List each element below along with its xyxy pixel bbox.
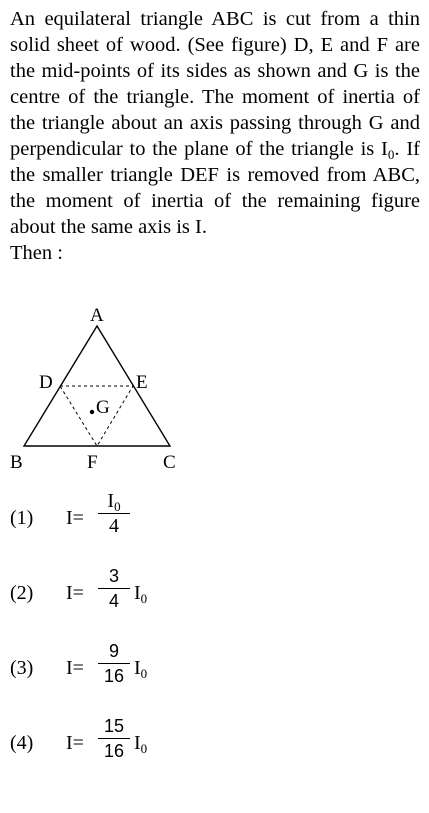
fraction-denominator: 16: [103, 666, 125, 686]
option-fraction: [98, 565, 130, 612]
fraction-bar: [98, 738, 130, 739]
option-fraction: [98, 490, 130, 537]
option-tail: $I_0$: [134, 657, 148, 681]
label-b: B: [10, 452, 23, 473]
option-lhs: I=: [66, 732, 84, 754]
label-a: A: [90, 305, 104, 326]
option-lhs: I=: [66, 507, 84, 529]
option-tail: $I_0$: [134, 582, 148, 606]
question-text: [10, 6, 420, 266]
option-lhs: I=: [66, 657, 84, 679]
fraction-bar: [98, 588, 130, 589]
option-3[interactable]: [10, 640, 310, 700]
option-4[interactable]: [10, 715, 310, 775]
option-number: (4): [10, 732, 34, 754]
option-tail: $I_0$: [134, 732, 148, 756]
label-g: G: [96, 397, 110, 418]
option-lhs: I=: [66, 582, 84, 604]
triangle-figure: [0, 300, 200, 480]
option-2[interactable]: [10, 565, 310, 625]
fraction-denominator: 16: [103, 741, 125, 761]
fraction-numerator: $I_0$: [107, 490, 121, 514]
fraction-numerator: 9: [108, 641, 119, 661]
label-e: E: [136, 372, 148, 393]
fraction-denominator: 4: [108, 591, 119, 611]
fraction-bar: [98, 663, 130, 664]
option-number: (1): [10, 507, 34, 529]
fraction-denominator: 4: [109, 515, 119, 537]
label-c: C: [163, 452, 176, 473]
question-text-part2: . If the smaller triangle DEF is removed from ABC, the moment of inertia of the remaining figure about the same axis is I.: [10, 138, 420, 238]
option-number: (2): [10, 582, 34, 604]
question-text-part1: An equilateral triangle ABC is cut from a thin solid sheet of wood. (See figure) D, E and F are the mid-points of its sides as shown and G is the centre of the triangle. The moment of inertia of the triangle about an axis passing through G and perpendicular to the plane of the triangle is I: [10, 8, 420, 160]
fraction-numerator: 3: [108, 566, 119, 586]
option-number: (3): [10, 657, 34, 679]
question-then: Then :: [10, 242, 63, 264]
label-d: D: [39, 372, 53, 393]
option-fraction: [98, 640, 130, 687]
i0-subscript: 0: [387, 147, 395, 162]
option-fraction: [98, 715, 130, 762]
centroid-point: [90, 410, 94, 414]
option-1[interactable]: [10, 490, 310, 550]
fraction-numerator: 15: [103, 716, 125, 736]
label-f: F: [87, 452, 98, 473]
